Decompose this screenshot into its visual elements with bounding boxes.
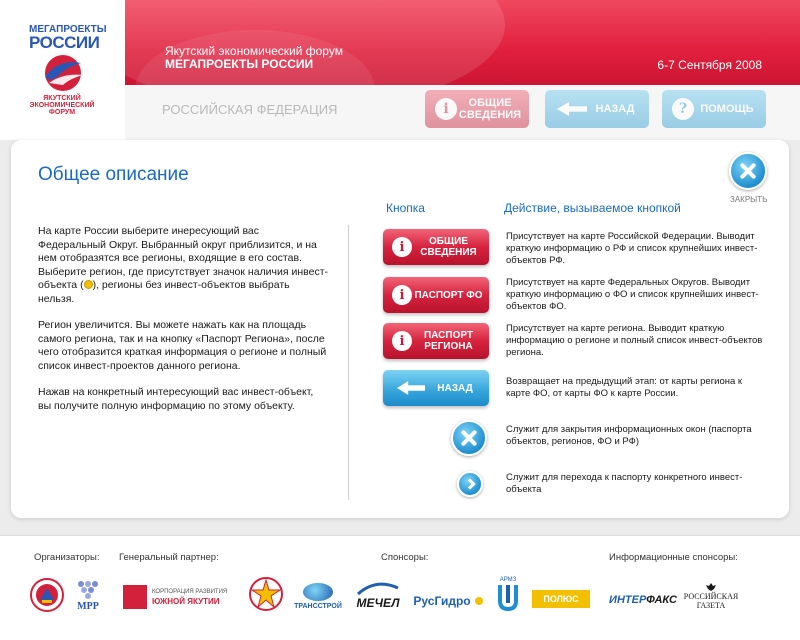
legend-general-info-action: Присутствует на карте Российской Федерации. Выводит краткую информацию о РФ и список крупнейших инвест-объектов РФ. xyxy=(506,231,758,266)
legend-next-action: Служит для перехода к паспорту конкретного инвест-объекта xyxy=(506,472,743,495)
help-label: ПОМОЩЬ xyxy=(700,103,754,115)
close-button[interactable] xyxy=(729,152,767,190)
description-text: На карте России выберите инересующий вас Федеральный Округ. Выбранный округ приблизится, и на нем отобразятся все регионы, входящие в его состав. Выберите регион, где присутствует значок наличия инвест-объекта ( ), регионы без инвест-объектов выбрать нельзя. Регион увеличится. Вы можете нажать как на площадь самого региона, так и на кнопку «Паспорт Региона», после чего отобразится краткая информация о регионе и полный список инвест-проектов данного региона. Нажав на конкретный интересующий вас инвест-объект, вы получите полную информацию по этому объекту. xyxy=(38,225,328,412)
logo-russia-text: РОССИИ xyxy=(29,33,100,52)
close-icon xyxy=(461,430,477,446)
breadcrumb-region: РОССИЙСКАЯ ФЕДЕРАЦИЯ xyxy=(162,102,338,117)
general-info-label: ОБЩИЕ СВЕДЕНИЯ xyxy=(458,97,522,121)
arrow-left-icon xyxy=(397,381,425,395)
polyus-logo[interactable]: ПОЛЮС xyxy=(532,590,590,608)
korporatsiya-logo[interactable]: КОРПОРАЦИЯ РАЗВИТИЯ ЮЖНОЙ ЯКУТИИ xyxy=(123,584,243,610)
legend-passport-fo-action: Присутствует на карте Федеральных Округов. Выводит краткую информацию о ФО и список крупнейших инвест-объектов ФО. xyxy=(506,277,759,312)
rossiyskaya-gazeta-logo[interactable]: РОССИЙСКАЯ ГАЗЕТА xyxy=(680,580,742,612)
mrr-logo[interactable] xyxy=(70,576,106,614)
mrr-logo-text: MPP xyxy=(77,600,99,612)
back-button[interactable] xyxy=(545,90,649,128)
legend-next-button xyxy=(457,471,483,497)
logo-block xyxy=(0,0,125,140)
header-banner xyxy=(125,0,800,85)
legend-general-info-button: i ОБЩИЕ СВЕДЕНИЯ xyxy=(383,229,489,265)
mechel-swoosh-icon xyxy=(356,582,400,596)
info-icon: i xyxy=(392,237,412,257)
eagle-icon xyxy=(705,582,717,592)
transstroy-logo[interactable]: ТРАНССТРОЙ xyxy=(290,578,346,614)
sponsors-heading: Спонсоры: xyxy=(381,552,429,563)
legend-close-button xyxy=(451,420,487,456)
armz-u-icon xyxy=(497,583,519,611)
rushydro-logo[interactable]: РусГидро xyxy=(408,590,490,612)
korporatsiya-icon xyxy=(123,585,147,609)
legend-close-action: Служит для закрытия информационных окон (паспорта объектов, регионов, ФО и РФ) xyxy=(506,424,752,447)
back-label: НАЗАД xyxy=(595,103,635,115)
event-name: Якутский экономический форум xyxy=(165,44,343,58)
legend-header-action: Действие, вызываемое кнопкой xyxy=(504,201,681,215)
chevron-right-icon xyxy=(464,478,475,489)
info-sponsors-heading: Информационные спонсоры: xyxy=(609,552,738,563)
legend-passport-region-button: i ПАСПОРТ РЕГИОНА xyxy=(383,323,489,359)
info-icon: i xyxy=(435,98,457,120)
legend-header-button: Кнопка xyxy=(386,201,425,215)
close-icon xyxy=(740,163,756,179)
sponsor-emblem-logo[interactable] xyxy=(248,576,284,612)
info-icon: i xyxy=(392,331,412,351)
dialog-title: Общее описание xyxy=(38,164,189,185)
invest-object-coin-icon xyxy=(84,280,93,289)
armz-logo[interactable]: АРМЗ xyxy=(494,574,522,614)
rushydro-sun-icon xyxy=(473,595,485,607)
logo-megaprojects-text: МЕГАПРОЕКТЫ xyxy=(29,24,107,35)
mrr-dots-icon xyxy=(75,579,101,601)
yakutia-emblem-logo[interactable] xyxy=(30,578,64,612)
column-divider xyxy=(348,225,349,500)
legend-passport-region-action: Присутствует на карте региона. Выводит краткую информацию о регионе и полный список инвест-объектов региона. xyxy=(506,323,763,358)
mechel-logo[interactable]: МЕЧЕЛ xyxy=(350,578,406,614)
help-button[interactable] xyxy=(662,90,766,128)
legend-passport-fo-button: i ПАСПОРТ ФО xyxy=(383,277,489,313)
forum-emblem-icon xyxy=(39,53,87,93)
logo-forum-text: ЯКУТСКИЙ ЭКОНОМИЧЕСКИЙ ФОРУМ xyxy=(29,95,95,116)
general-partner-heading: Генеральный партнер: xyxy=(119,552,219,563)
event-title: МЕГАПРОЕКТЫ РОССИИ xyxy=(165,57,314,71)
legend-back-button: НАЗАД xyxy=(383,370,489,406)
transstroy-globe-icon xyxy=(303,583,333,601)
info-icon: i xyxy=(392,285,412,305)
arrow-left-icon xyxy=(557,102,587,116)
general-info-button[interactable] xyxy=(425,90,529,128)
legend-back-action: Возвращает на предыдущий этап: от карты региона к карте ФО, от карты ФО к карте России. xyxy=(506,376,743,399)
interfax-logo[interactable]: ИНТЕР ФАКС xyxy=(609,594,677,606)
organizers-heading: Организаторы: xyxy=(34,552,100,563)
help-icon: ? xyxy=(672,98,694,120)
close-label: ЗАКРЫТЬ xyxy=(730,195,768,204)
event-dates: 6-7 Сентября 2008 xyxy=(657,58,762,72)
info-dialog xyxy=(11,140,789,518)
